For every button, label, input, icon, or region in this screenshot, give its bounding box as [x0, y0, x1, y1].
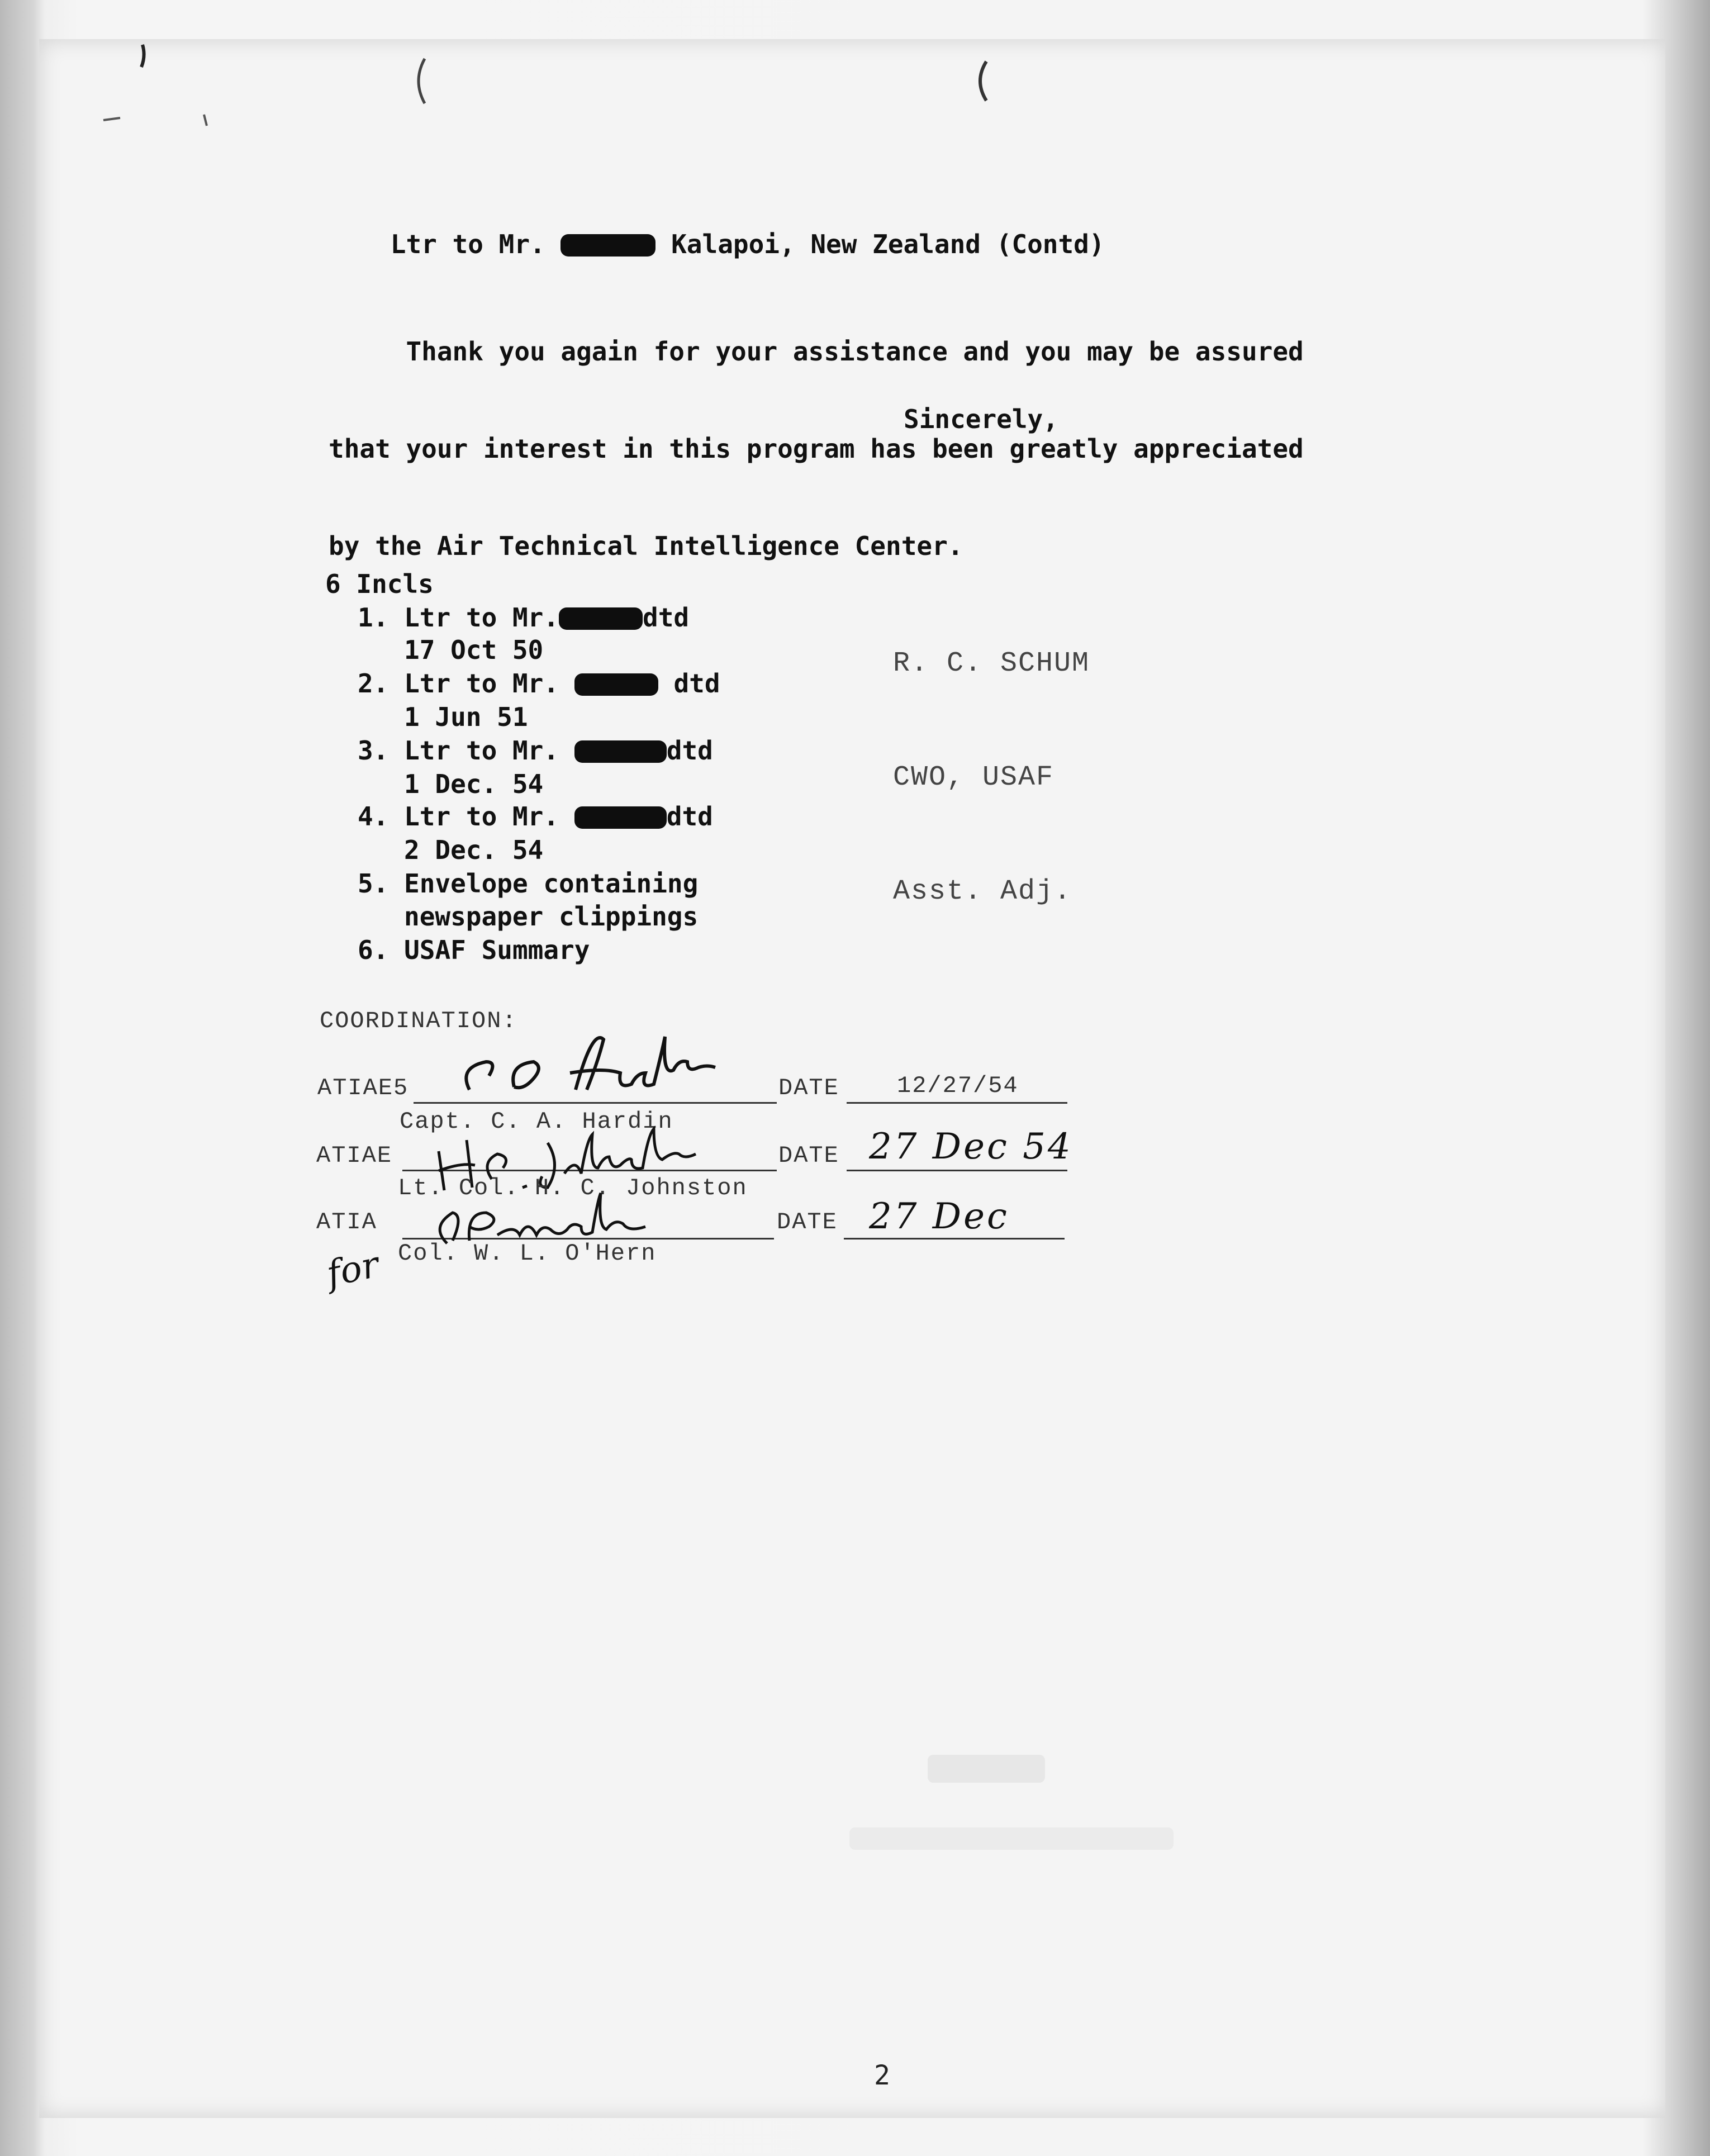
coord-date-label: DATE — [778, 1142, 839, 1169]
coord-office: ATIAE — [316, 1142, 393, 1169]
handwritten-date: 27 Dec 54 — [869, 1126, 1073, 1167]
scan-marks — [0, 0, 1710, 168]
coord-office: ATIA — [316, 1209, 377, 1236]
bleed-through-mark — [928, 1755, 1045, 1783]
inclosure-item: 6. USAF Summary — [358, 935, 590, 965]
redacted-name — [574, 740, 667, 763]
signer-title: Asst. Adj. — [893, 876, 1072, 908]
paragraph-line: Thank you again for your assistance and you may be assured — [329, 336, 1304, 367]
paragraph-line: by the Air Technical Intelligence Center. — [329, 531, 963, 561]
redacted-name — [574, 806, 667, 829]
closing: Sincerely, — [904, 404, 1058, 434]
page-number: 2 — [874, 2060, 890, 2091]
inclosure-item-date: 1 Jun 51 — [404, 702, 528, 732]
date-line — [847, 1102, 1067, 1104]
body-paragraph — [329, 270, 1304, 627]
inclosure-item: 1. Ltr to Mr. dtd — [358, 602, 690, 633]
heading-prefix: Ltr to Mr. — [390, 229, 561, 259]
handwritten-signature — [436, 1028, 771, 1107]
date-line — [844, 1238, 1065, 1240]
coord-date-label: DATE — [778, 1075, 839, 1101]
inclosure-item-line2: newspaper clippings — [404, 901, 699, 932]
bleed-through-mark — [849, 1827, 1174, 1850]
signer-rank: CWO, USAF — [893, 762, 1054, 794]
redacted-name — [559, 607, 643, 630]
coord-name: Col. W. L. O'Hern — [398, 1240, 657, 1267]
handwritten-date: 27 Dec — [869, 1196, 1009, 1237]
inclosure-item-date: 1 Dec. 54 — [404, 769, 544, 799]
inclosures-count: 6 Incls — [325, 569, 434, 599]
paragraph-line: that your interest in this program has been greatly appreciated — [329, 434, 1304, 464]
coord-date-label: DATE — [777, 1209, 838, 1236]
redacted-name — [560, 234, 656, 257]
inclosure-item: 2. Ltr to Mr. dtd — [358, 668, 720, 699]
signer-block — [893, 569, 1090, 987]
coord-office: ATIAE5 — [317, 1075, 409, 1101]
inclosure-item-date: 17 Oct 50 — [404, 635, 544, 665]
coordination-label: COORDINATION: — [320, 1008, 517, 1034]
coord-name: Lt. Col. H. C. Johnston — [398, 1175, 748, 1202]
signer-name: R. C. SCHUM — [893, 648, 1090, 680]
handwritten-for-note: for — [323, 1244, 383, 1295]
inclosure-item-date: 2 Dec. 54 — [404, 835, 544, 865]
inclosure-item: 4. Ltr to Mr. dtd — [358, 801, 713, 832]
inclosure-item: 3. Ltr to Mr. dtd — [358, 735, 713, 766]
inclosure-item: 5. Envelope containing — [358, 868, 699, 899]
coord-date-value: 12/27/54 — [897, 1072, 1019, 1099]
redacted-name — [574, 673, 658, 696]
heading-location: Kalapoi, New Zealand (Contd) — [656, 229, 1105, 259]
coord-name: Capt. C. A. Hardin — [400, 1108, 673, 1135]
date-line — [847, 1170, 1067, 1171]
